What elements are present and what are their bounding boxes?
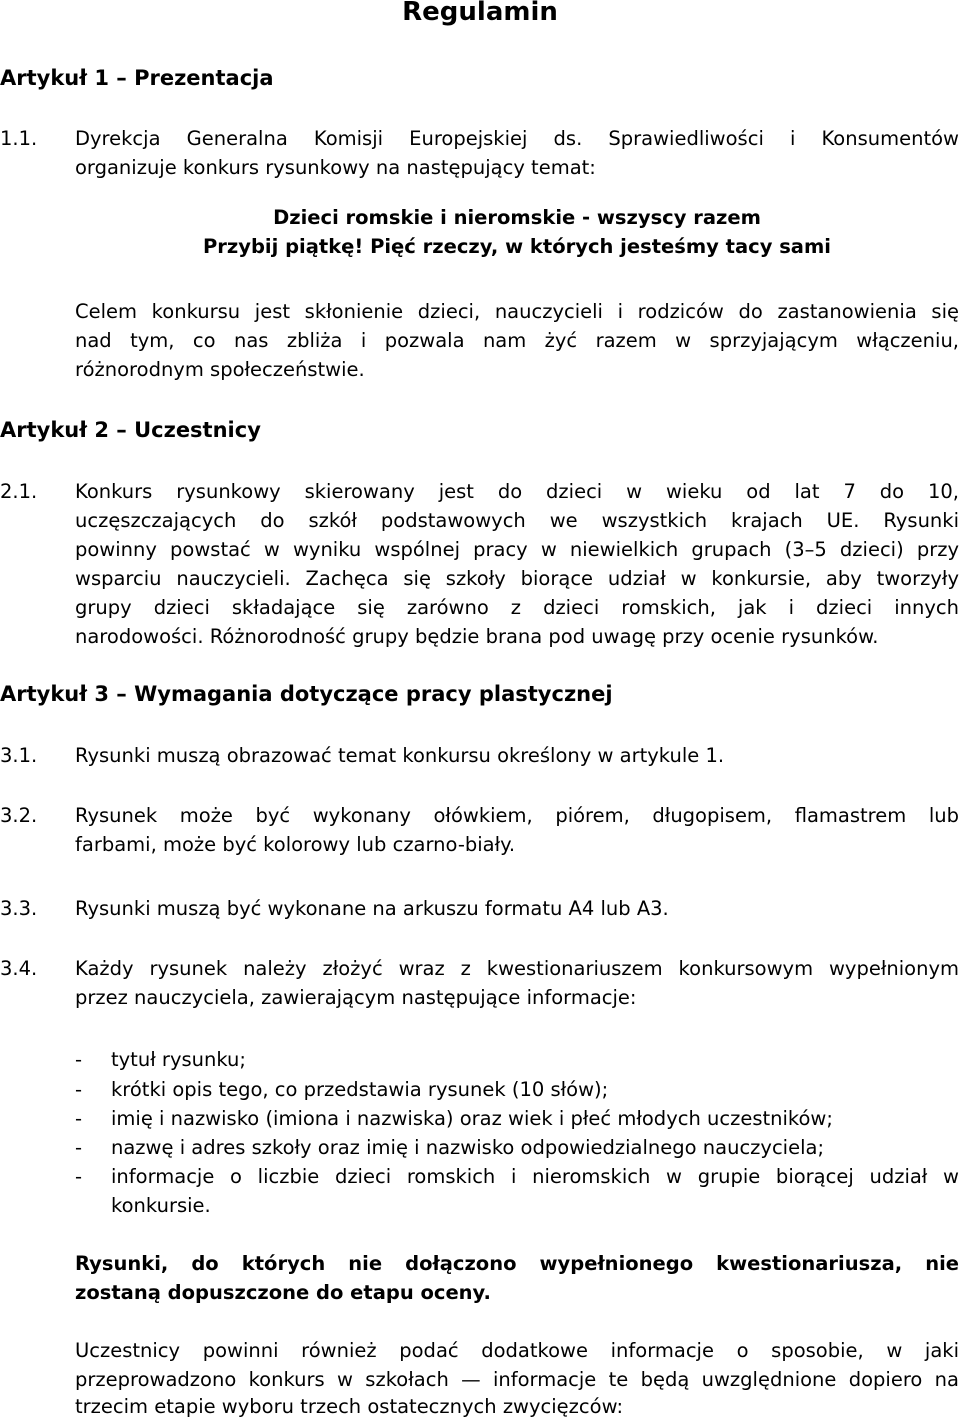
section-number: 3.1.	[0, 744, 38, 767]
paragraph-line: grupy dzieci składające się zarówno z dzieci romskich, jak i dzieci innych	[75, 596, 959, 619]
warning-line: zostaną dopuszczone do etapu oceny.	[75, 1281, 491, 1304]
warning-line: Rysunki, do których nie dołączono wypełnionego kwestionariusza, nie	[75, 1252, 959, 1275]
theme-subtitle: Przybij piątkę! Pięć rzeczy, w których jesteśmy tacy sami	[203, 235, 831, 258]
list-bullet: -	[75, 1048, 83, 1071]
list-bullet: -	[75, 1165, 83, 1188]
paragraph-line: różnorodnym społeczeństwie.	[75, 358, 365, 381]
paragraph-line: trzecim etapie wyboru trzech ostatecznych zwycięzców:	[75, 1395, 624, 1418]
paragraph-line: przeprowadzono konkurs w szkołach — informacje te będą uwzględnione dopiero na	[75, 1368, 959, 1391]
paragraph-line: farbami, może być kolorowy lub czarno-biały.	[75, 833, 516, 856]
list-item: informacje o liczbie dzieci romskich i nieromskich w grupie biorącej udział w	[111, 1165, 959, 1188]
list-bullet: -	[75, 1136, 83, 1159]
paragraph-line: uczęszczających do szkół podstawowych we wszystkich krajach UE. Rysunki	[75, 509, 959, 532]
list-item: nazwę i adres szkoły oraz imię i nazwisko odpowiedzialnego nauczyciela;	[111, 1136, 825, 1159]
paragraph-line: Dyrekcja Generalna Komisji Europejskiej ds. Sprawiedliwości i Konsumentów	[75, 127, 959, 150]
paragraph-line: narodowości. Różnorodność grupy będzie brana pod uwagę przy ocenie rysunków.	[75, 625, 879, 648]
paragraph-line: Każdy rysunek należy złożyć wraz z kwestionariuszem konkursowym wypełnionym	[75, 957, 959, 980]
article-3-heading: Artykuł 3 – Wymagania dotyczące pracy plastycznej	[0, 682, 613, 706]
paragraph-line: wsparciu nauczycieli. Zachęca się szkoły biorące udział w konkursie, aby tworzyły	[75, 567, 959, 590]
section-number: 3.3.	[0, 897, 38, 920]
list-item: krótki opis tego, co przedstawia rysunek (10 słów);	[111, 1078, 609, 1101]
section-number: 3.2.	[0, 804, 38, 827]
section-number: 2.1.	[0, 480, 38, 503]
paragraph-line: nad tym, co nas zbliża i pozwala nam żyć razem w sprzyjającym włączeniu,	[75, 329, 959, 352]
paragraph-line: organizuje konkurs rysunkowy na następujący temat:	[75, 156, 596, 179]
paragraph-line: Celem konkursu jest skłonienie dzieci, nauczycieli i rodziców do zastanowienia się	[75, 300, 959, 323]
section-number: 3.4.	[0, 957, 38, 980]
paragraph-line: powinny powstać w wyniku wspólnej pracy w niewielkich grupach (3–5 dzieci) przy	[75, 538, 959, 561]
paragraph-line: przez nauczyciela, zawierającym następujące informacje:	[75, 986, 637, 1009]
list-bullet: -	[75, 1078, 83, 1101]
list-item-continuation: konkursie.	[111, 1194, 211, 1217]
paragraph-line: Uczestnicy powinni również podać dodatkowe informacje o sposobie, w jaki	[75, 1339, 959, 1362]
paragraph-line: Rysunek może być wykonany ołówkiem, piórem, długopisem, flamastrem lub	[75, 804, 959, 827]
theme-title: Dzieci romskie i nieromskie - wszyscy razem	[273, 206, 761, 229]
section-number: 1.1.	[0, 127, 38, 150]
paragraph-line: Rysunki muszą być wykonane na arkuszu formatu A4 lub A3.	[75, 897, 669, 920]
page-title: Regulamin	[402, 0, 558, 27]
paragraph-line: Konkurs rysunkowy skierowany jest do dzieci w wieku od lat 7 do 10,	[75, 480, 959, 503]
list-item: tytuł rysunku;	[111, 1048, 246, 1071]
list-bullet: -	[75, 1107, 83, 1130]
list-item: imię i nazwisko (imiona i nazwiska) oraz wiek i płeć młodych uczestników;	[111, 1107, 833, 1130]
article-1-heading: Artykuł 1 – Prezentacja	[0, 66, 274, 90]
article-2-heading: Artykuł 2 – Uczestnicy	[0, 418, 261, 442]
paragraph-line: Rysunki muszą obrazować temat konkursu określony w artykule 1.	[75, 744, 725, 767]
